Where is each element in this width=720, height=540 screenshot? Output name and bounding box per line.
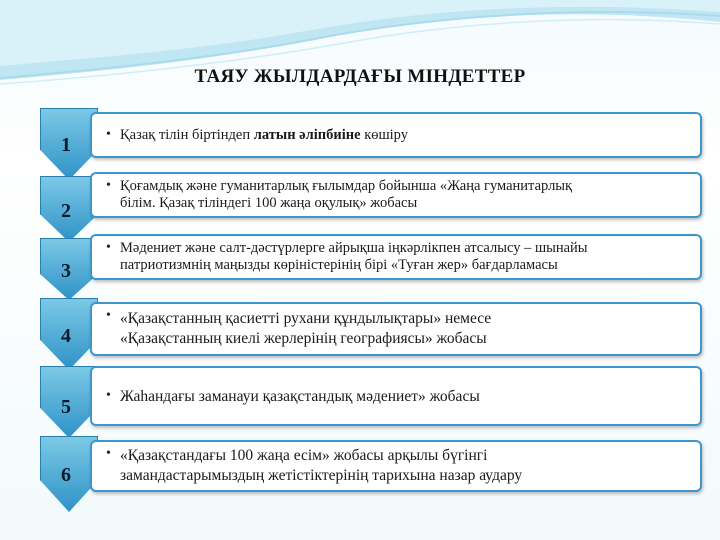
list-item bbox=[40, 436, 702, 510]
item-text: Мәдениет және салт-дәстүрлерге айрықша іңкәрлікпен атсалысу – шынайы патриотизмнің маңызды көріністерінің бірі «Туған жер» бағдарламасы bbox=[120, 240, 588, 273]
item-box bbox=[90, 112, 702, 158]
item-text: Жаһандағы заманауи қазақстандық мәдениет» жобасы bbox=[120, 387, 480, 405]
item-text: «Қазақстанның қасиетті рухани құндылықтары» немесе «Қазақстанның киелі жерлерінің географиясы» жобасы bbox=[120, 310, 492, 347]
item-box bbox=[90, 172, 702, 218]
bullet: • bbox=[106, 446, 111, 461]
item-number: 6 bbox=[61, 464, 71, 486]
item-number: 5 bbox=[61, 396, 71, 418]
item-number: 4 bbox=[61, 325, 71, 347]
bullet: • bbox=[106, 240, 111, 255]
item-number: 2 bbox=[61, 200, 71, 222]
item-number: 1 bbox=[61, 134, 71, 156]
bullet: • bbox=[106, 388, 111, 403]
page-title: ТАЯУ ЖЫЛДАРДАҒЫ МІНДЕТТЕР bbox=[194, 66, 526, 87]
list-item bbox=[40, 108, 702, 178]
item-text: «Қазақстандағы 100 жаңа есім» жобасы арқылы бүгінгі замандастарымыздың жетістіктерінің тарихына назар аудару bbox=[120, 447, 523, 484]
item-text-bold: латын әліпбиіне bbox=[253, 126, 361, 143]
item-text: Қазақ тілін біртіндеп латын әліпбиіне көшіру bbox=[120, 126, 408, 143]
bullet: • bbox=[106, 127, 111, 142]
list-item bbox=[40, 298, 702, 368]
item-box bbox=[90, 366, 702, 426]
list-item bbox=[40, 176, 702, 240]
item-text: Қоғамдық және гуманитарлық ғылымдар бойынша «Жаңа гуманитарлық білім. Қазақ тіліндегі 100 жаңа оқулық» жобасы bbox=[120, 178, 573, 211]
list-item bbox=[40, 366, 702, 436]
item-box bbox=[90, 440, 702, 492]
item-box bbox=[90, 302, 702, 356]
list-item bbox=[40, 238, 702, 298]
item-box bbox=[90, 234, 702, 280]
item-number: 3 bbox=[61, 260, 71, 282]
bullet: • bbox=[106, 308, 111, 323]
bullet: • bbox=[106, 178, 111, 193]
